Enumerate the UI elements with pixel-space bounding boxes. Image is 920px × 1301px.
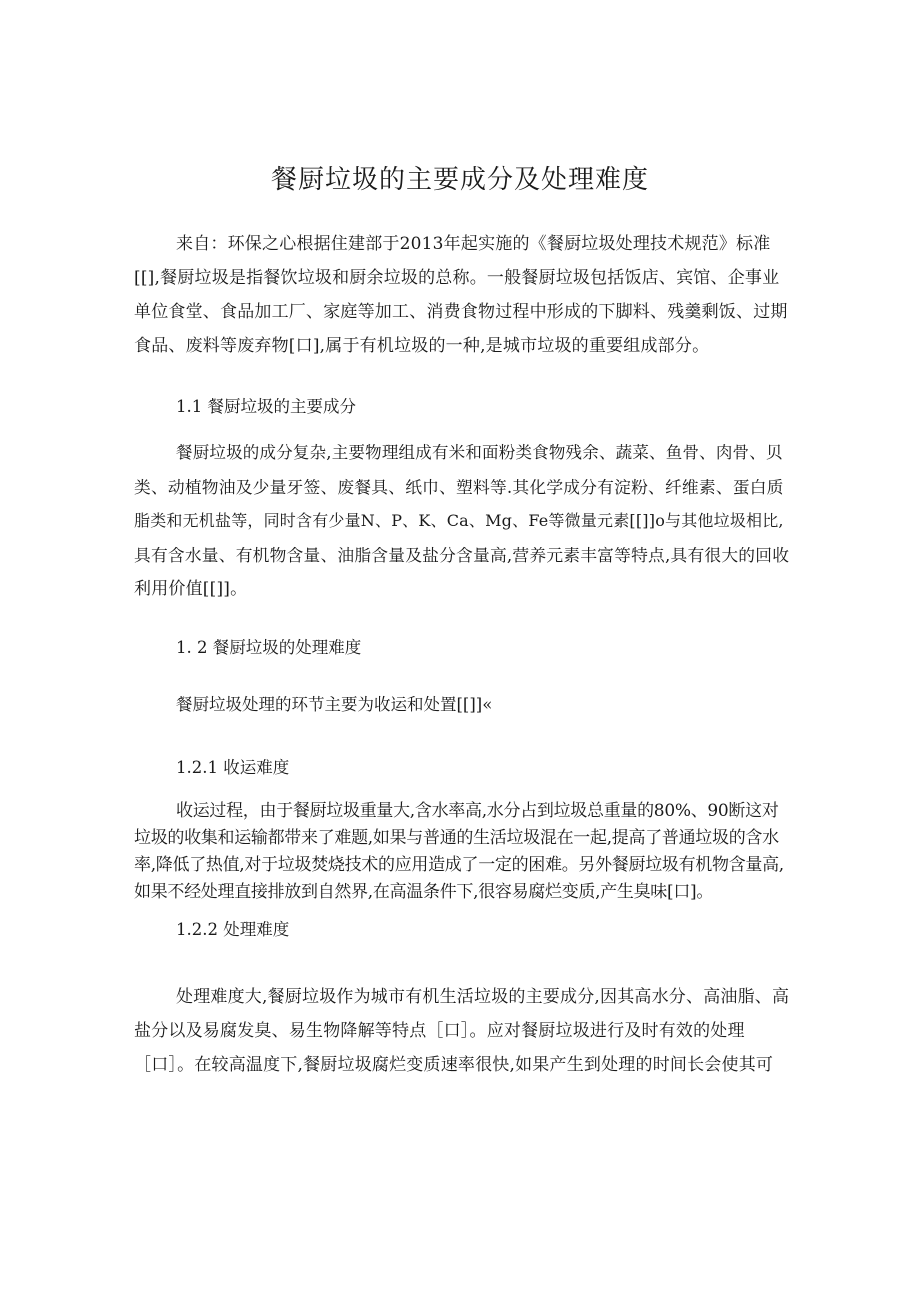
section-heading-1-2: 1. 2 餐厨垃圾的处理难度: [176, 638, 362, 657]
intro-paragraph: [134, 227, 790, 363]
intro-line: 单位食堂、食品加工厂、家庭等加工、消费食物过程中形成的下脚料、残羹剩饭、过期: [134, 302, 788, 322]
intro-line: 来自：环保之心根据住建部于2013年起实施的《餐厨垃圾处理技术规范》标准: [176, 234, 771, 254]
paragraph-line: 利用价值[[]]。: [134, 579, 248, 599]
paragraph-line: 类、动植物油及少量牙签、废餐具、纸巾、塑料等.其化学成分有淀粉、纤维素、蛋白质: [134, 477, 784, 497]
section-heading-1-2-2: 1.2.2 处理难度: [176, 920, 290, 939]
paragraph-line: 处理难度大,餐厨垃圾作为城市有机生活垃圾的主要成分,因其高水分、高油脂、高: [176, 987, 790, 1007]
paragraph-line: 如果不经处理直接排放到自然界,在高温条件下,很容易腐烂变质,产生臭味[口]。: [134, 882, 714, 902]
section-1-1-paragraph: [134, 436, 790, 606]
paragraph-line: 收运过程，由于餐厨垃圾重量大,含水率高,水分占到垃圾总重量的80%、90断这对: [176, 801, 779, 821]
section-heading-1-2-1: 1.2.1 收运难度: [176, 758, 290, 777]
intro-line: [[],餐厨垃圾是指餐饮垃圾和厨余垃圾的总称。一般餐厨垃圾包括饭店、宾馆、企事业: [134, 268, 780, 288]
paragraph-line: 盐分以及易腐发臭、易生物降解等特点［口］。应对餐厨垃圾进行及时有效的处理: [134, 1021, 745, 1041]
section-1-2-1-paragraph: [134, 798, 790, 906]
paragraph-line: 垃圾的收集和运输都带来了难题,如果与普通的生活垃圾混在一起,提高了普通垃圾的含水: [134, 828, 779, 848]
paragraph-line: 率,降低了热值,对于垃圾焚烧技术的应用造成了一定的困难。另外餐厨垃圾有机物含量高,: [134, 855, 784, 875]
section-heading-1-1: 1.1 餐厨垃圾的主要成分: [176, 397, 356, 416]
paragraph-line: ［口］。在较高温度下,餐厨垃圾腐烂变质速率很快,如果产生到处理的时间长会使其可: [134, 1055, 774, 1075]
section-1-2-2-paragraph: [134, 980, 790, 1082]
paragraph-line: 脂类和无机盐等，同时含有少量N、P、K、Ca、Mg、Fe等微量元素[[]]o与其他垃圾相比,: [134, 511, 784, 530]
page-title: 餐厨垃圾的主要成分及处理难度: [270, 165, 649, 195]
paragraph-line: 具有含水量、有机物含量、油脂含量及盐分含量高,营养元素丰富等特点,具有很大的回收: [134, 545, 790, 565]
intro-line: 食品、废料等废弃物[口],属于有机垃圾的一种,是城市垃圾的重要组成部分。: [134, 336, 710, 356]
paragraph-line: 餐厨垃圾的成分复杂,主要物理组成有米和面粉类食物残余、蔬菜、鱼骨、肉骨、贝: [176, 443, 783, 462]
section-1-2-paragraph: 餐厨垃圾处理的环节主要为收运和处置[[]]«: [176, 695, 493, 714]
